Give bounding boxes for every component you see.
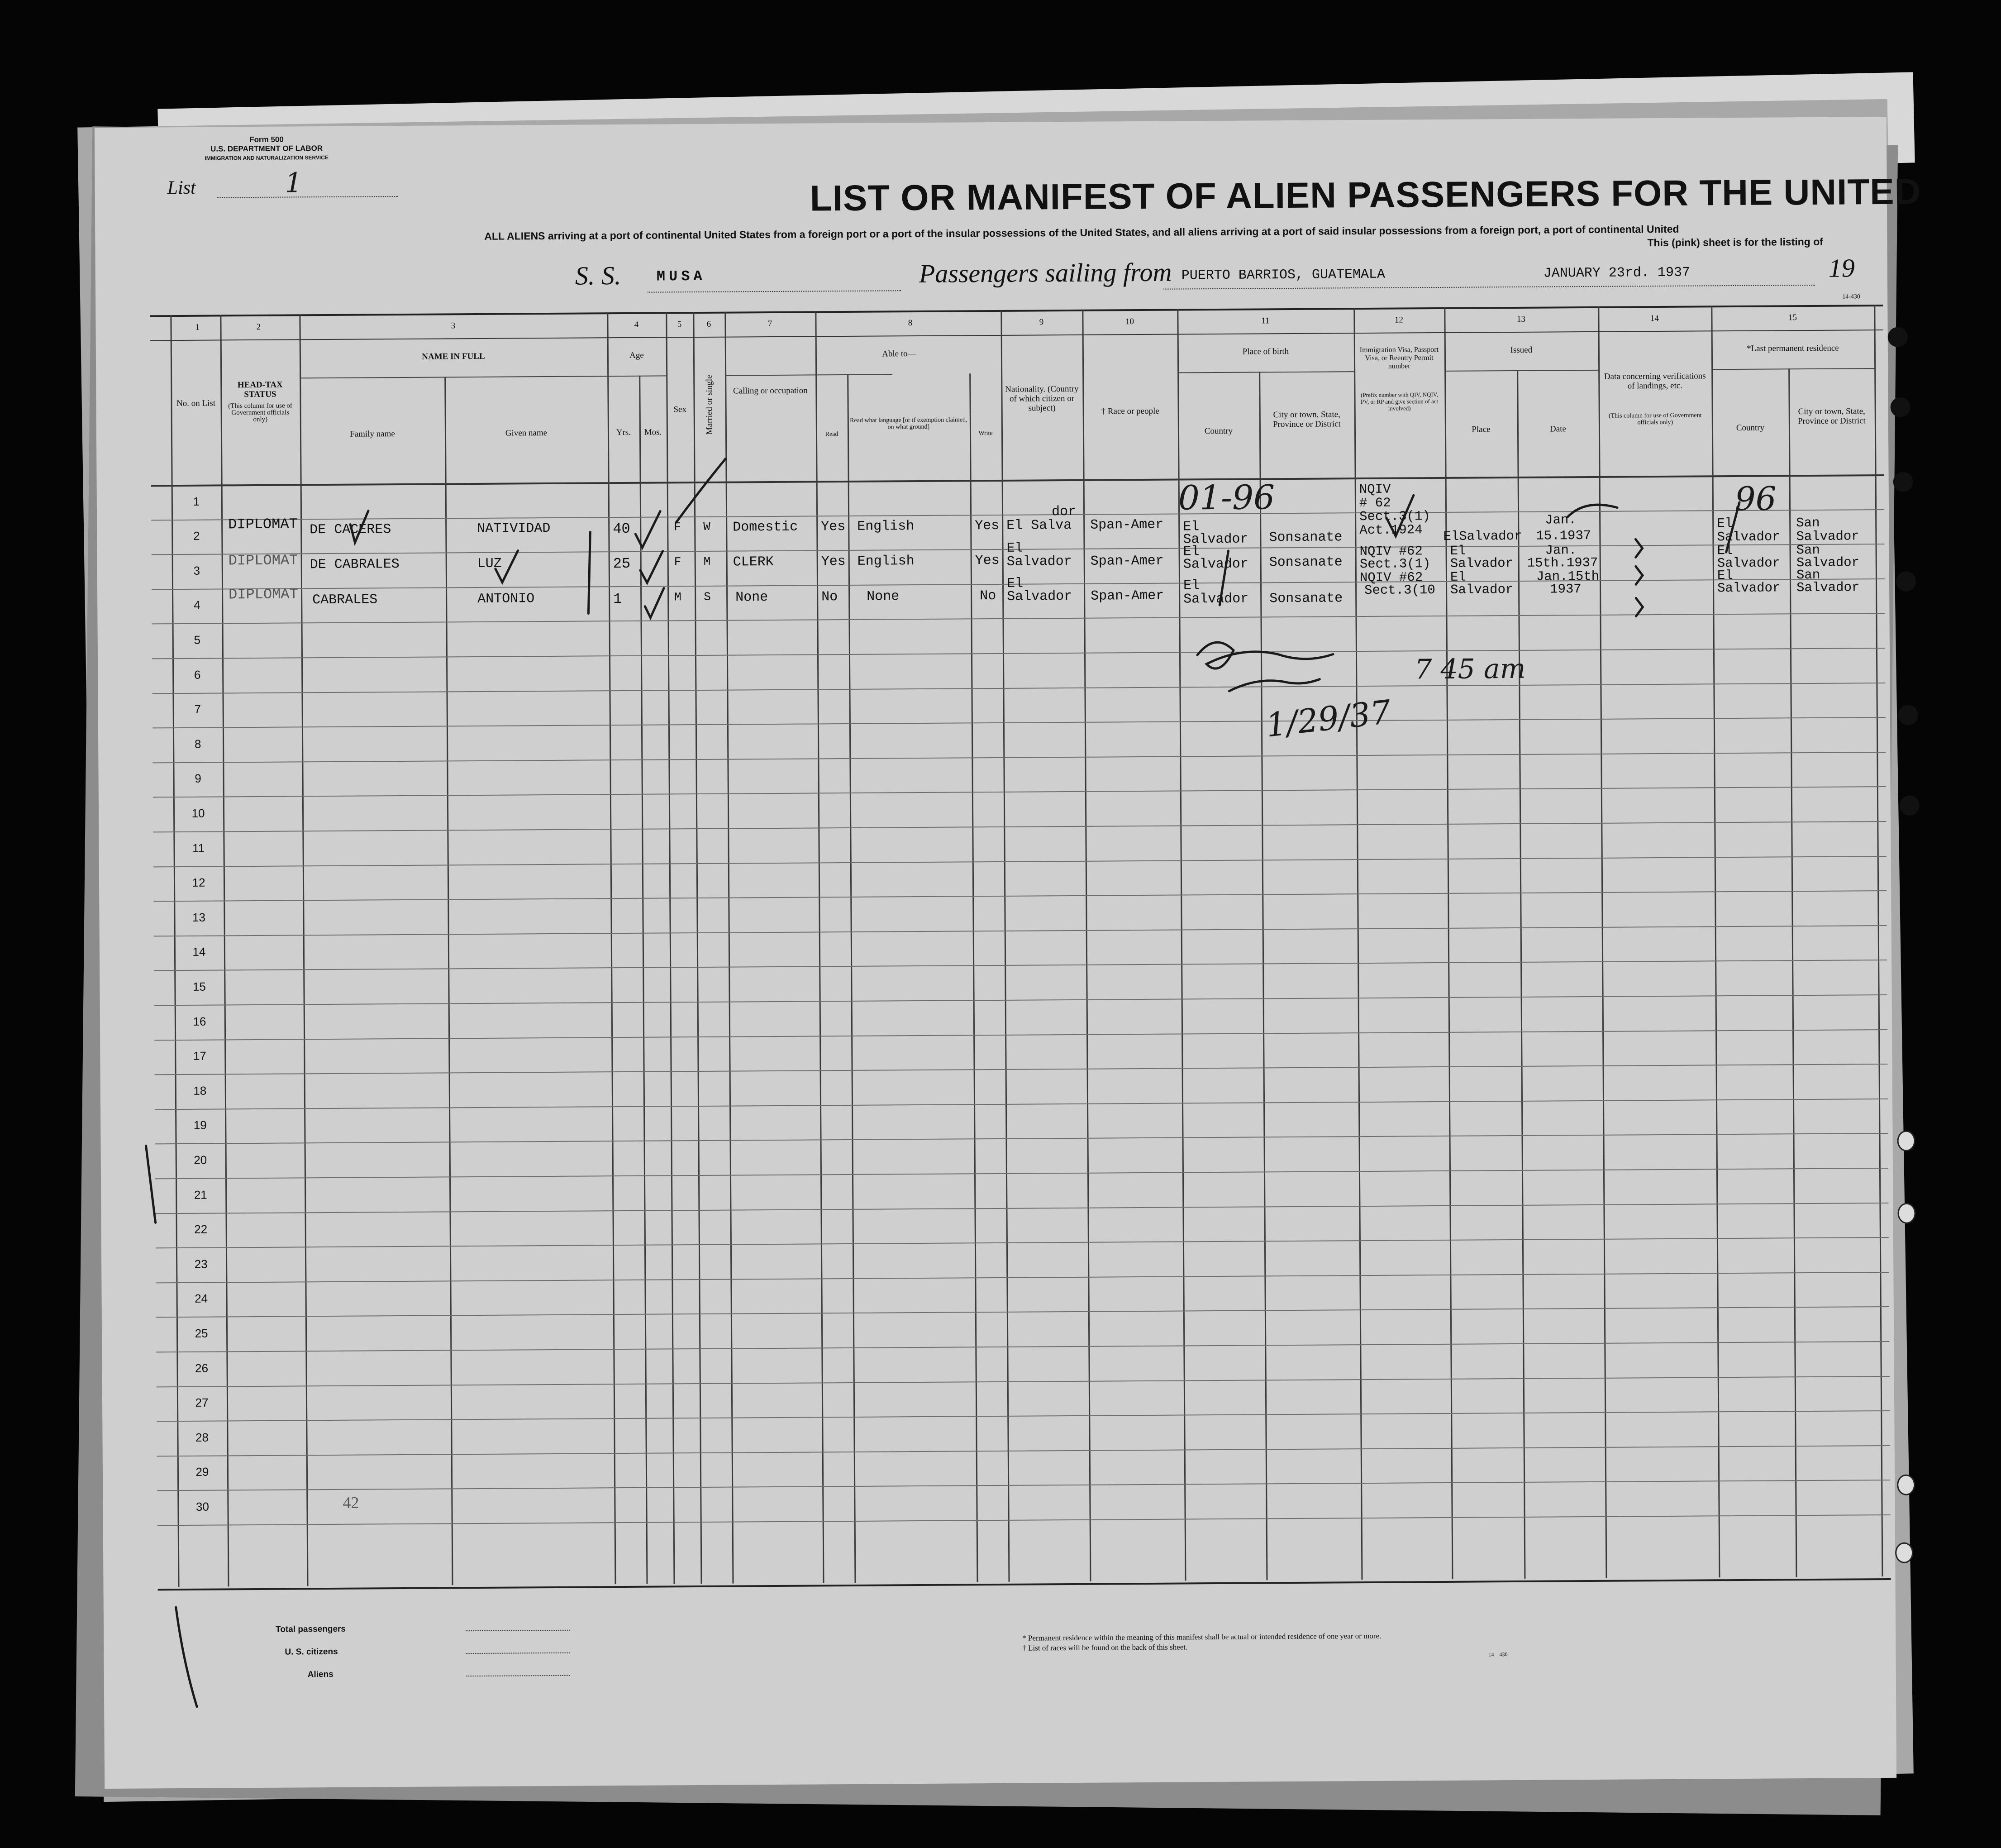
row-number: 12 (192, 875, 205, 890)
row3-issued-place-a: El (1450, 569, 1466, 585)
row-number: 19 (193, 1118, 207, 1132)
header-birth-country: Country (1204, 426, 1233, 436)
row3-read: No (821, 589, 838, 605)
row-number: 23 (194, 1257, 208, 1271)
header-sex: Sex (673, 405, 686, 415)
sailing-label: Passengers sailing from (919, 257, 1172, 289)
row2-res-city-a: San (1796, 542, 1820, 558)
row2-res-country-b: Salvador (1717, 555, 1781, 571)
row-number: 17 (193, 1049, 206, 1063)
x-mark (1636, 598, 1643, 616)
header-calling: Calling or occupation (733, 386, 808, 396)
row-number: 28 (195, 1430, 209, 1444)
list-value: 1 (285, 167, 302, 199)
col-num: 14 (1650, 314, 1659, 324)
row1-res-city-a: San (1796, 515, 1820, 531)
row1-headtax: DIPLOMAT (228, 516, 298, 533)
row2-birth-country-a: El (1183, 544, 1200, 560)
handwritten-birth-code: 01-96 (1178, 478, 1275, 518)
row3-birth-country-b: Salvador (1183, 591, 1249, 607)
pen-stroke (146, 1146, 156, 1222)
row3-nationality-a: El (1006, 576, 1024, 592)
list-label: List (167, 177, 196, 199)
header-read-language: Read what language [or if exemption claimed, on what ground] (850, 416, 967, 431)
inspector-signature (1197, 642, 1333, 669)
row-number: 20 (194, 1153, 207, 1167)
row-number: 25 (195, 1326, 208, 1340)
pen-stroke (676, 459, 726, 523)
row-number: 8 (194, 737, 201, 751)
header-given-name: Given name (505, 428, 548, 438)
row2-write: Yes (975, 553, 1000, 569)
row1-read: Yes (821, 519, 846, 535)
row3-res-country-b: Salvador (1717, 580, 1781, 596)
header-race: † Race or people (1101, 406, 1159, 416)
row2-issued-date-a: Jan. (1545, 543, 1577, 558)
row-number: 4 (193, 598, 200, 612)
header-res-country: Country (1736, 423, 1765, 433)
col-num: 9 (1039, 317, 1044, 327)
row-number: 6 (194, 668, 201, 682)
row1-write: Yes (975, 518, 1000, 534)
punch-hole (1895, 1542, 1913, 1563)
pen-stroke (1726, 502, 1740, 552)
footer-aliens: Aliens (307, 1669, 334, 1680)
row1-issued-date-a: Jan. (1545, 512, 1577, 528)
header-issued: Issued (1510, 345, 1533, 355)
header-visa: Immigration Visa, Passport Visa, or Reentry Permit number (1359, 345, 1439, 370)
punch-hole (1893, 472, 1913, 492)
row2-married: M (703, 554, 711, 568)
check-mark (350, 511, 368, 542)
row-number: 5 (194, 633, 201, 647)
punch-hole (1897, 1203, 1915, 1224)
check-mark (495, 550, 518, 582)
handwriting-marks (95, 117, 1896, 1789)
row3-res-city-a: San (1796, 567, 1820, 583)
footer-us-citizens: U. S. citizens (285, 1647, 338, 1657)
header-place-of-birth: Place of birth (1242, 347, 1289, 357)
corner-code: 14-430 (1842, 293, 1860, 301)
row3-family: CABRALES (312, 592, 378, 608)
handwritten-time: 7 45 am (1414, 653, 1526, 686)
sailing-port: PUERTO BARRIOS, GUATEMALA (1181, 267, 1386, 284)
row1-res-city-b: Salvador (1796, 529, 1859, 544)
header-mos: Mos. (644, 427, 662, 437)
row2-headtax: DIPLOMAT (228, 552, 298, 569)
row3-res-city-b: Salvador (1796, 580, 1860, 596)
footer-total-passengers: Total passengers (276, 1624, 346, 1634)
row1-calling: Domestic (733, 519, 798, 535)
pen-stroke (588, 532, 591, 613)
handwritten-date: 1/29/37 (1264, 692, 1393, 745)
row2-visa-a: NQIV #62 (1359, 544, 1423, 559)
row3-write: No (980, 588, 996, 604)
row1-visa-c: Sect.3(1) (1359, 509, 1430, 525)
header-birth-city: City or town, State, Province or District (1272, 410, 1341, 430)
col-num: 11 (1261, 316, 1270, 326)
header-nationality: Nationality. (Country of which citizen or subject) (1005, 384, 1079, 413)
row2-issued-place-b: Salvador (1450, 555, 1514, 571)
header-name-in-full: NAME IN FULL (422, 351, 485, 362)
row-number: 11 (192, 841, 205, 855)
row3-yrs: 1 (613, 591, 622, 608)
service: IMMIGRATION AND NATURALIZATION SERVICE (205, 154, 329, 162)
row2-issued-place-a: El (1450, 543, 1466, 559)
row3-issued-date-b: 1937 (1550, 582, 1582, 597)
department: U.S. DEPARTMENT OF LABOR (210, 144, 323, 153)
header-issued-date: Date (1549, 424, 1566, 434)
row3-headtax: DIPLOMAT (229, 586, 298, 603)
row1-race: Span-Amer (1090, 517, 1164, 533)
header-data-note: (This column for use of Government officials only) (1608, 412, 1702, 426)
row1-visa-b: # 62 (1359, 495, 1391, 511)
row2-nationality-b: Salvador (1006, 554, 1072, 570)
x-mark (1636, 566, 1643, 584)
row1-issued-place: ElSalvador (1443, 528, 1522, 544)
row1-birth-country-b: Salvador (1183, 531, 1248, 548)
punch-hole (1891, 397, 1910, 417)
row1-res-country-a: El (1717, 516, 1733, 531)
row3-calling: None (735, 590, 768, 606)
row3-nationality-b: Salvador (1007, 588, 1072, 605)
row1-visa-a: NQIV (1359, 482, 1391, 497)
row2-issued-date-b: 15th.1937 (1527, 555, 1598, 571)
punch-hole (1896, 572, 1916, 592)
pen-stroke (176, 1607, 197, 1707)
row2-family: DE CABRALES (310, 557, 400, 573)
punch-hole (1897, 1131, 1915, 1151)
stray-number: 42 (343, 1493, 359, 1512)
x-mark (1635, 539, 1642, 557)
row1-res-country-b: Salvador (1717, 529, 1780, 545)
row1-birth-city: Sonsanate (1269, 530, 1343, 546)
row3-married: S (704, 590, 711, 604)
row2-read: Yes (821, 554, 846, 570)
header-write: Write (978, 430, 993, 437)
row-number: 13 (192, 910, 206, 924)
header-headtax-note: (This column for use of Government officials only) (228, 402, 292, 423)
header-data-concerning: Data concerning verifications of landings, etc. (1604, 371, 1706, 391)
row2-res-country-a: El (1717, 543, 1733, 559)
col-num: 3 (451, 321, 456, 331)
ss-value: MUSA (656, 267, 706, 285)
row3-issued-place-b: Salvador (1450, 582, 1514, 597)
check-mark (645, 588, 664, 617)
col-num: 12 (1394, 315, 1404, 325)
row-number: 18 (193, 1084, 207, 1098)
col-num: 5 (677, 320, 682, 329)
row3-birth-city: Sonsanate (1269, 591, 1343, 607)
inspector-signature (1229, 679, 1320, 691)
row-number: 9 (195, 772, 201, 786)
row-number: 1 (193, 494, 200, 508)
row2-birth-country-b: Salvador (1183, 556, 1248, 573)
col-num: 2 (256, 322, 261, 332)
header-married: Married or single (704, 375, 715, 435)
row3-race: Span-Amer (1091, 588, 1164, 604)
col-num: 6 (706, 319, 711, 329)
row1-sex: F (674, 520, 681, 534)
header-able-to: Able to— (882, 349, 916, 359)
manifest-sheet (95, 117, 1921, 1789)
subtitle-line2: This (pink) sheet is for the listing of (1647, 235, 1823, 249)
row1-nationality-a: El Salva (1006, 517, 1072, 534)
row1-married: W (703, 520, 710, 534)
punch-hole (1898, 705, 1918, 725)
row-number: 27 (195, 1395, 209, 1410)
header-age: Age (629, 350, 644, 360)
header-issued-place: Place (1472, 425, 1491, 435)
punch-hole (1897, 1475, 1915, 1495)
row1-nationality-b: dor (1051, 504, 1077, 520)
header-family-name: Family name (350, 429, 395, 439)
row-number: 24 (195, 1292, 208, 1306)
col-num: 7 (767, 319, 772, 329)
header-yrs: Yrs. (616, 427, 631, 438)
row2-nationality-a: El (1006, 540, 1023, 556)
row1-issued-date-b: 15.1937 (1536, 528, 1591, 544)
row3-visa-b: Sect.3(10 (1364, 583, 1435, 598)
row-number: 7 (194, 702, 201, 716)
row1-family: DE CACERES (310, 522, 391, 538)
col-num: 13 (1516, 314, 1526, 324)
col-num: 4 (634, 320, 639, 329)
punch-hole (1900, 796, 1920, 816)
col-num: 10 (1125, 317, 1134, 327)
row2-race: Span-Amer (1090, 553, 1164, 569)
row-number: 15 (192, 979, 206, 993)
page-title: LIST OR MANIFEST OF ALIEN PASSENGERS FOR THE UNITED (810, 171, 1921, 219)
row-number: 26 (195, 1361, 209, 1375)
header-headtax: HEAD-TAX STATUS (237, 380, 283, 400)
header-no-on-list: No. on List (176, 398, 216, 409)
row2-res-city-b: Salvador (1796, 555, 1860, 571)
row1-language: English (857, 519, 915, 535)
footer-note-residence: * Permanent residence within the meaning of this manifest shall be actual or intended residence of one year or more. (1022, 1631, 1382, 1643)
row2-language: English (857, 554, 915, 569)
form-number: Form 500 (249, 135, 284, 144)
row-number: 2 (193, 529, 200, 543)
footer-code: 14—430 (1488, 1651, 1508, 1658)
handwritten-res-code: 96 (1734, 479, 1777, 518)
row-number: 22 (194, 1222, 208, 1237)
row-number: 16 (193, 1014, 206, 1028)
subtitle-line1: ALL ALIENS arriving at a port of continental United States from a foreign port or a port of the insular possessions of the United States, and all aliens arriving at a port of said insular possessions from a foreign port, a port of continental United (484, 223, 1679, 242)
punch-hole (1888, 327, 1908, 347)
row2-sex: F (674, 555, 681, 569)
row3-birth-country-a: El (1183, 578, 1200, 594)
check-mark (635, 511, 660, 548)
row2-birth-city: Sonsanate (1269, 554, 1343, 571)
row2-visa-b: Sect.3(1) (1359, 556, 1431, 572)
check-mark (640, 551, 663, 583)
sailing-date: JANUARY 23rd. 1937 (1543, 265, 1691, 282)
row1-yrs: 40 (613, 520, 630, 538)
row3-language: None (867, 589, 900, 605)
pen-stroke (1220, 551, 1229, 605)
row-number: 3 (193, 563, 200, 578)
row3-visa-a: NQIV #62 (1359, 570, 1423, 586)
pen-stroke (1567, 505, 1617, 517)
row1-visa-d: Act.1924 (1359, 522, 1423, 538)
col-num: 8 (908, 318, 913, 328)
row3-issued-date-a: Jan.15th (1536, 568, 1600, 584)
row1-given: NATIVIDAD (477, 520, 551, 537)
col-num: 15 (1788, 313, 1797, 323)
row2-yrs: 25 (613, 555, 631, 573)
col-num: 1 (195, 322, 200, 332)
row3-res-country-a: El (1717, 568, 1733, 583)
row-number: 14 (192, 945, 206, 959)
row2-calling: CLERK (733, 554, 774, 570)
row3-given: ANTONIO (477, 591, 535, 607)
header-read: Read (825, 431, 839, 438)
footer-note-races: † List of races will be found on the back of this sheet. (1022, 1643, 1188, 1652)
row2-given: LUZ (477, 556, 502, 572)
check-mark (1386, 495, 1414, 536)
row3-sex: M (674, 590, 681, 604)
ss-label: S. S. (575, 261, 621, 291)
row1-birth-country-a: El (1183, 519, 1200, 535)
header-res-city: City or town, State, Province or District (1797, 406, 1866, 426)
header-last-residence: *Last permanent residence (1746, 343, 1839, 353)
year-suffix: 19 (1828, 253, 1855, 283)
row-number: 29 (195, 1465, 209, 1479)
row-number: 10 (191, 806, 205, 820)
header-visa-note: (Prefix number with QIV, NQIV, PV, or RP and give section of act involved) (1360, 391, 1439, 412)
row-number: 21 (194, 1188, 207, 1202)
row-number: 30 (195, 1499, 209, 1514)
